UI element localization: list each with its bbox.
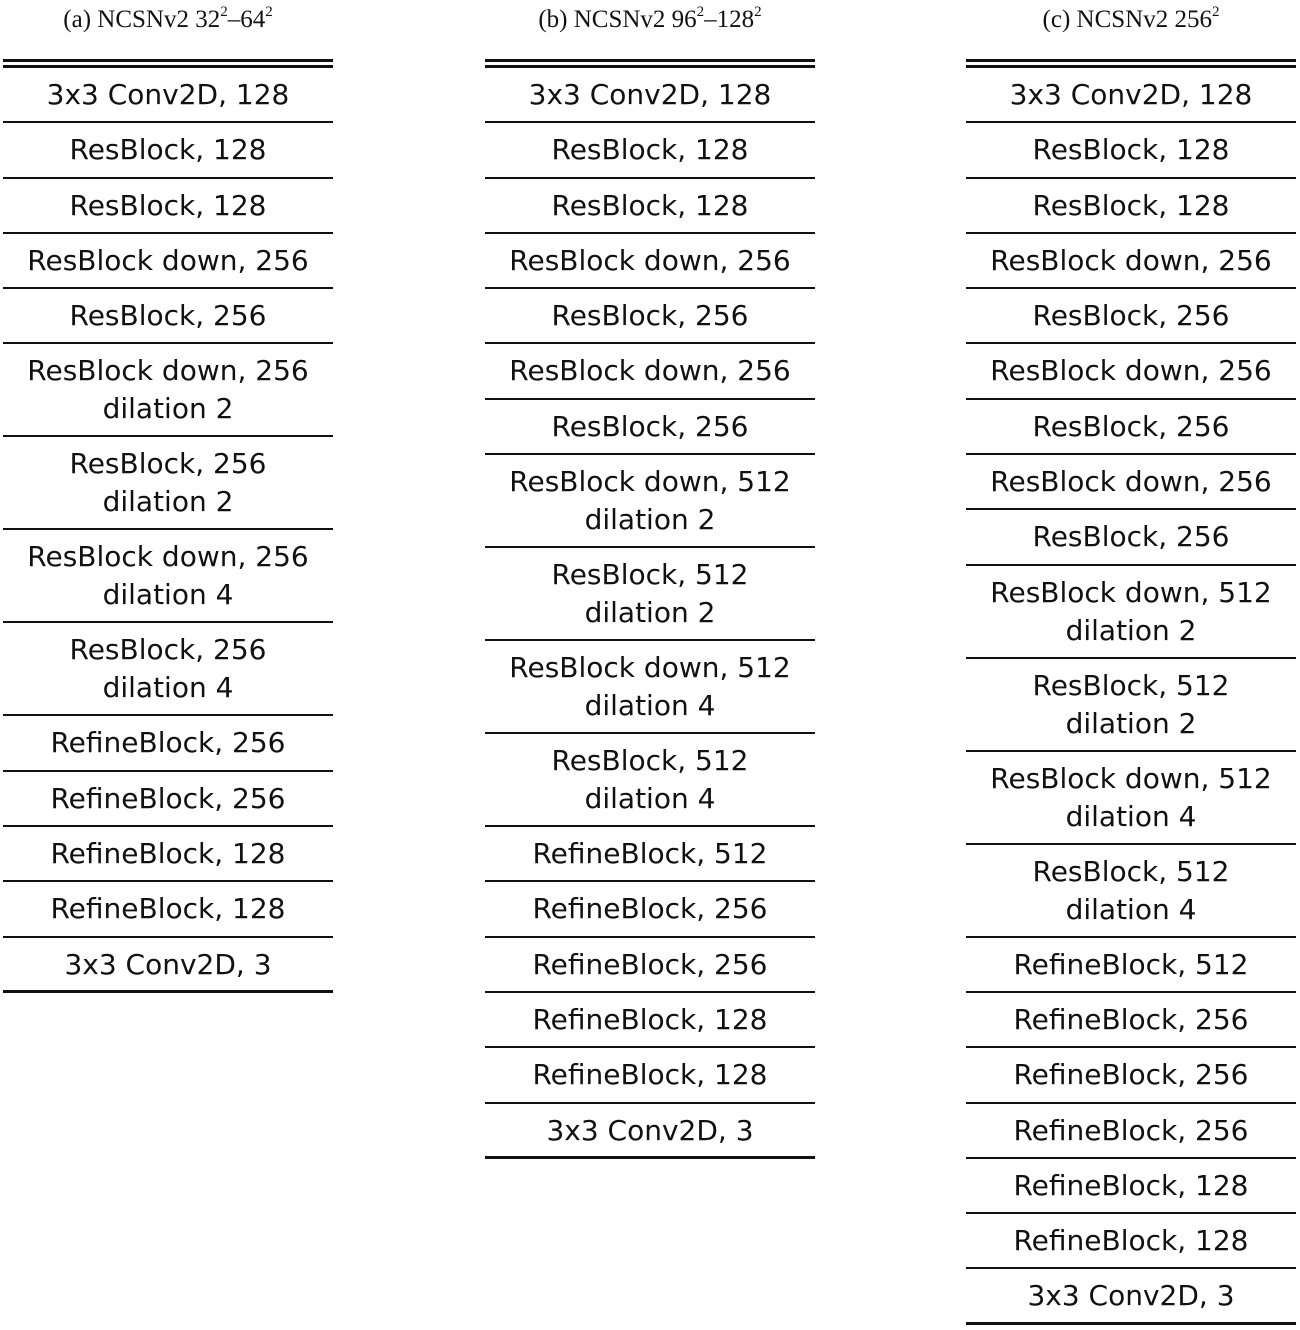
table-row (485, 827, 815, 882)
caption-text: (a) NCSNv2 32 (63, 6, 221, 33)
layer-name: ResBlock, 512 (1032, 668, 1230, 702)
layer-name: RefineBlock, 128 (50, 892, 286, 926)
table-row (3, 882, 333, 937)
table-row (485, 734, 815, 827)
layer-name: ResBlock down, 256 (27, 540, 309, 574)
layer-name: ResBlock down, 256 (27, 354, 309, 388)
layer-name: ResBlock, 512 (1032, 854, 1230, 888)
table-row (485, 179, 815, 234)
table-row (3, 716, 333, 771)
table-row (3, 772, 333, 827)
table-row (966, 659, 1296, 752)
layer-name: RefineBlock, 256 (1013, 1058, 1249, 1092)
layer-name: ResBlock, 128 (551, 133, 749, 167)
layer-name: ResBlock, 256 (69, 299, 267, 333)
table-row (3, 623, 333, 716)
table-row (966, 510, 1296, 565)
layer-name: RefineBlock, 128 (1013, 1168, 1249, 1202)
layer-name: ResBlock down, 256 (990, 465, 1272, 499)
table-row (966, 1214, 1296, 1269)
caption-text-range: –64 (227, 6, 266, 33)
table-row (966, 1159, 1296, 1214)
layer-name: RefineBlock, 512 (1013, 947, 1249, 981)
table-row (485, 1048, 815, 1103)
layer-name: RefineBlock, 256 (1013, 1002, 1249, 1036)
table-row (3, 234, 333, 289)
layer-dilation: dilation 2 (1065, 613, 1197, 647)
table-row (966, 1104, 1296, 1159)
table-top-double-rule (3, 59, 333, 68)
table-row (485, 344, 815, 399)
caption-superscript: 2 (696, 4, 705, 20)
layer-name: ResBlock, 128 (551, 188, 749, 222)
table-caption (485, 0, 815, 44)
layer-name: ResBlock, 256 (551, 299, 749, 333)
layer-dilation: dilation 4 (584, 689, 716, 723)
table-row (485, 400, 815, 455)
layer-dilation: dilation 2 (584, 503, 716, 537)
layer-name: RefineBlock, 128 (50, 837, 286, 871)
table-top-double-rule (485, 59, 815, 68)
layer-name: RefineBlock, 256 (1013, 1113, 1249, 1147)
caption-superscript: 2 (754, 4, 762, 20)
table-row (3, 938, 333, 993)
layer-name: ResBlock, 512 (551, 744, 749, 778)
layer-name: ResBlock down, 512 (990, 575, 1272, 609)
layer-name: 3x3 Conv2D, 3 (64, 947, 272, 981)
layer-dilation: dilation 2 (102, 392, 234, 426)
table-row (485, 882, 815, 937)
caption-text-range: –128 (704, 6, 755, 33)
layer-name: ResBlock, 256 (69, 633, 267, 667)
layer-name: ResBlock, 256 (1032, 409, 1230, 443)
table-row (966, 1048, 1296, 1103)
table-row (966, 344, 1296, 399)
layer-name: 3x3 Conv2D, 128 (1009, 78, 1253, 111)
layer-name: 3x3 Conv2D, 3 (546, 1113, 754, 1147)
table-row (966, 845, 1296, 938)
layer-dilation: dilation 4 (584, 782, 716, 816)
table-row (3, 530, 333, 623)
layer-name: ResBlock, 512 (551, 558, 749, 592)
table-row (966, 938, 1296, 993)
layer-dilation: dilation 2 (1065, 706, 1197, 740)
table-row (3, 289, 333, 344)
layer-name: ResBlock, 128 (1032, 188, 1230, 222)
table-top-double-rule (966, 59, 1296, 68)
table-caption (966, 0, 1296, 44)
layer-dilation: dilation 4 (1065, 799, 1197, 833)
table-row (485, 68, 815, 123)
layer-name: ResBlock, 128 (69, 188, 267, 222)
table-row (966, 234, 1296, 289)
layer-name: ResBlock down, 512 (509, 465, 791, 499)
layer-name: ResBlock down, 256 (509, 243, 791, 277)
table-row (3, 827, 333, 882)
layer-name: RefineBlock, 256 (532, 892, 768, 926)
table-rows (966, 68, 1296, 1325)
table-row (966, 752, 1296, 845)
table-row (485, 234, 815, 289)
layer-name: ResBlock, 256 (1032, 299, 1230, 333)
layer-name: 3x3 Conv2D, 128 (528, 78, 772, 111)
table-row (966, 179, 1296, 234)
layer-name: RefineBlock, 128 (1013, 1224, 1249, 1258)
layer-name: ResBlock down, 512 (509, 651, 791, 685)
table-row (3, 68, 333, 123)
layer-name: ResBlock down, 256 (509, 354, 791, 388)
table-row (3, 123, 333, 178)
table-row (966, 289, 1296, 344)
table-row (966, 455, 1296, 510)
table-row (966, 68, 1296, 123)
caption-superscript: 2 (1211, 4, 1220, 20)
layer-name: ResBlock down, 512 (990, 761, 1272, 795)
table-row (485, 1104, 815, 1159)
table-row (966, 400, 1296, 455)
layer-name: RefineBlock, 256 (50, 781, 286, 815)
caption-text: (c) NCSNv2 256 (1042, 6, 1212, 33)
table-row (3, 179, 333, 234)
table-rows (485, 68, 815, 1159)
layer-dilation: dilation 4 (102, 578, 234, 612)
table-row (966, 1269, 1296, 1324)
layer-name: RefineBlock, 256 (50, 726, 286, 760)
layer-dilation: dilation 4 (102, 671, 234, 705)
layer-name: RefineBlock, 128 (532, 1058, 768, 1092)
architecture-table-b (485, 0, 815, 1159)
table-row (966, 123, 1296, 178)
layer-name: 3x3 Conv2D, 128 (46, 78, 290, 111)
layer-name: 3x3 Conv2D, 3 (1027, 1279, 1235, 1313)
layer-name: ResBlock down, 256 (990, 243, 1272, 277)
table-row (485, 123, 815, 178)
caption-text: (b) NCSNv2 96 (538, 6, 697, 33)
layer-name: ResBlock down, 256 (27, 243, 309, 277)
table-row (3, 437, 333, 530)
layer-name: ResBlock, 256 (1032, 520, 1230, 554)
architecture-table-a (3, 0, 333, 993)
table-caption (3, 0, 333, 44)
table-row (485, 938, 815, 993)
layer-name: ResBlock, 256 (69, 447, 267, 481)
layer-name: ResBlock, 128 (69, 133, 267, 167)
table-row (966, 566, 1296, 659)
layer-dilation: dilation 4 (1065, 892, 1197, 926)
table-row (485, 455, 815, 548)
table-row (3, 344, 333, 437)
table-row (485, 548, 815, 641)
layer-name: RefineBlock, 128 (532, 1002, 768, 1036)
caption-superscript: 2 (220, 4, 228, 20)
layer-name: ResBlock, 128 (1032, 133, 1230, 167)
table-rows (3, 68, 333, 993)
table-row (485, 641, 815, 734)
layer-name: RefineBlock, 512 (532, 837, 768, 871)
table-row (485, 289, 815, 344)
layer-name: ResBlock down, 256 (990, 354, 1272, 388)
layer-name: ResBlock, 256 (551, 409, 749, 443)
architecture-table-c (966, 0, 1296, 1325)
table-row (966, 993, 1296, 1048)
layer-dilation: dilation 2 (102, 485, 234, 519)
caption-superscript: 2 (265, 4, 273, 20)
layer-name: RefineBlock, 256 (532, 947, 768, 981)
layer-dilation: dilation 2 (584, 596, 716, 630)
table-row (485, 993, 815, 1048)
